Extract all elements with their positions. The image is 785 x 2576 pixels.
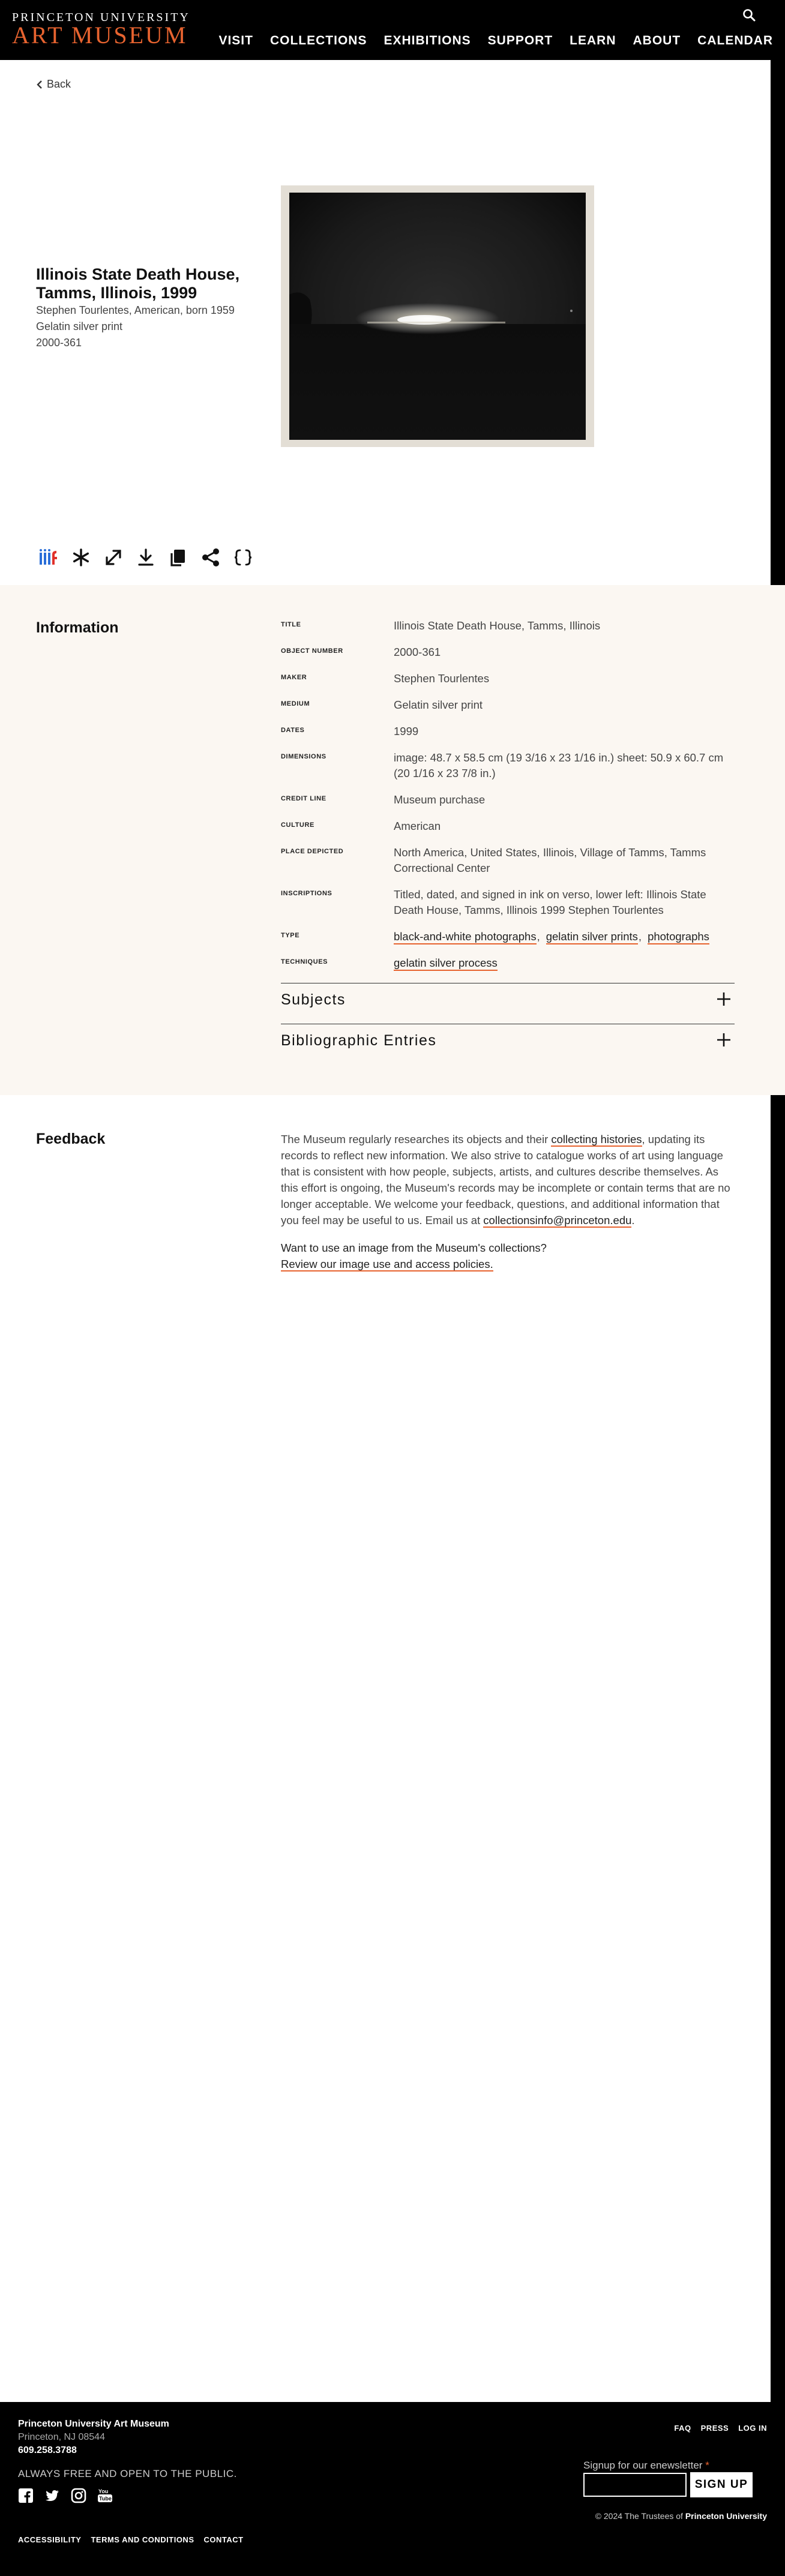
youtube-icon[interactable]	[97, 2488, 113, 2503]
type-tag-link[interactable]: black-and-white photographs	[394, 930, 537, 944]
plus-icon	[717, 992, 731, 1006]
bibliographic-entries-accordion[interactable]	[281, 1024, 735, 1064]
share-icon[interactable]	[200, 547, 221, 568]
info-label: MEDIUM	[281, 700, 310, 707]
plus-icon	[717, 1033, 731, 1047]
info-value: 2000-361	[394, 646, 441, 658]
info-label: INSCRIPTIONS	[281, 890, 332, 897]
info-label: MAKER	[281, 674, 307, 681]
info-row-medium	[281, 697, 735, 713]
logo-museum: ART MUSEUM	[12, 22, 188, 49]
nav-support[interactable]: SUPPORT	[487, 34, 553, 47]
info-label: DIMENSIONS	[281, 753, 326, 760]
nav-about[interactable]: ABOUT	[633, 34, 681, 47]
info-row-inscriptions	[281, 887, 735, 918]
footer-utility-links	[674, 2424, 767, 2433]
info-row-dates	[281, 724, 735, 739]
image-use-policies-link[interactable]: Review our image use and access policies.	[281, 1258, 493, 1270]
site-header	[0, 0, 785, 60]
social-links	[18, 2488, 113, 2503]
info-value: Illinois State Death House, Tamms, Illinois	[394, 619, 601, 632]
artwork-title: Illinois State Death House, Tamms, Illinois, 1999	[36, 265, 240, 302]
sign-up-button[interactable]: SIGN UP	[690, 2472, 753, 2497]
twitter-icon[interactable]	[44, 2488, 60, 2503]
info-value: 1999	[394, 725, 419, 737]
info-label: CREDIT LINE	[281, 795, 326, 802]
info-row-culture	[281, 818, 735, 834]
footer-address: Princeton, NJ 08544	[18, 2432, 105, 2442]
info-value: black-and-white photographs, gelatin silver prints, photographs	[394, 929, 735, 944]
info-value: Titled, dated, and signed in ink on verso, lower left: Illinois State Death House, Tamms, Illinois 1999 Stephen Tourlentes	[394, 888, 706, 916]
info-value: image: 48.7 x 58.5 cm (19 3/16 x 23 1/16 in.) sheet: 50.9 x 60.7 cm (20 1/16 x 23 7/8 in.)	[394, 751, 724, 779]
type-tag-link[interactable]: gelatin silver prints	[546, 930, 638, 944]
subjects-accordion[interactable]	[281, 983, 735, 1024]
asterisk-icon[interactable]	[71, 547, 91, 568]
search-icon[interactable]	[742, 8, 756, 22]
nav-calendar[interactable]: CALENDAR	[697, 34, 773, 47]
newsletter-label	[583, 2460, 709, 2472]
accordion-title: Subjects	[281, 991, 346, 1008]
info-label: TECHNIQUES	[281, 958, 328, 965]
back-label: Back	[47, 78, 71, 90]
facebook-icon[interactable]	[18, 2488, 34, 2503]
info-value: Museum purchase	[394, 793, 486, 806]
newsletter-label-text: Signup for our enewsletter	[583, 2460, 703, 2471]
accessibility-link[interactable]: ACCESSIBILITY	[18, 2535, 82, 2544]
info-label: TITLE	[281, 621, 301, 628]
download-icon[interactable]	[136, 547, 156, 568]
info-row-credit-line	[281, 792, 735, 808]
required-marker: *	[705, 2460, 709, 2471]
info-row-type	[281, 929, 735, 944]
nav-exhibitions[interactable]: EXHIBITIONS	[383, 34, 471, 47]
footer-museum-name: Princeton University Art Museum	[18, 2419, 169, 2429]
type-tag-link[interactable]: photographs	[648, 930, 709, 944]
information-table	[281, 618, 735, 982]
info-value: American	[394, 820, 441, 832]
email-link[interactable]: collectionsinfo@princeton.edu	[483, 1214, 632, 1226]
newsletter-email-input[interactable]	[583, 2473, 687, 2497]
terms-link[interactable]: TERMS AND CONDITIONS	[91, 2535, 194, 2544]
site-footer	[0, 2402, 785, 2576]
artwork-photograph[interactable]	[289, 193, 586, 440]
contact-link[interactable]: CONTACT	[203, 2535, 244, 2544]
info-label: OBJECT NUMBER	[281, 647, 343, 655]
iiif-icon[interactable]	[38, 547, 59, 568]
feedback-text-part: , updating its records to reflect new information. We also strive to catalogue works of art using language that is consistent with how people, subjects, artists, and cultures describe themselves. As this effort is ongoing, the Museum's records may be incomplete or contain terms that are no longer acceptable. We welcome your feedback, questions, and additional information that you feel may be useful to us. Email us at	[281, 1133, 730, 1226]
code-braces-icon[interactable]	[233, 547, 253, 568]
faq-link[interactable]: FAQ	[674, 2424, 691, 2433]
artwork-medium: Gelatin silver print	[36, 320, 123, 332]
image-tools	[38, 547, 253, 568]
image-use-cta	[281, 1240, 735, 1272]
log-in-link[interactable]: LOG IN	[738, 2424, 767, 2433]
instagram-icon[interactable]	[71, 2488, 86, 2503]
info-label: CULTURE	[281, 821, 314, 829]
accordion-title: Bibliographic Entries	[281, 1032, 437, 1049]
info-row-object-number	[281, 644, 735, 660]
technique-tag-link[interactable]: gelatin silver process	[394, 956, 498, 971]
princeton-university-link[interactable]: Princeton University	[685, 2511, 767, 2521]
nav-learn[interactable]: LEARN	[570, 34, 616, 47]
info-row-maker	[281, 671, 735, 686]
footer-free-admission: ALWAYS FREE AND OPEN TO THE PUBLIC.	[18, 2468, 237, 2479]
feedback-text-part: The Museum regularly researches its objects and their	[281, 1133, 552, 1145]
info-value: North America, United States, Illinois, Village of Tamms, Tamms Correctional Center	[394, 846, 706, 874]
nav-visit[interactable]: VISIT	[218, 34, 253, 47]
expand-icon[interactable]	[103, 547, 124, 568]
info-row-title	[281, 618, 735, 634]
artwork-object-number: 2000-361	[36, 337, 82, 349]
press-link[interactable]: PRESS	[700, 2424, 729, 2433]
chevron-left-icon	[36, 80, 43, 89]
artwork-meta	[36, 302, 235, 351]
footer-legal-links	[18, 2535, 244, 2544]
copyright-text: © 2024 The Trustees of	[595, 2511, 685, 2521]
copyright	[595, 2511, 767, 2521]
collecting-histories-link[interactable]: collecting histories	[551, 1133, 642, 1145]
info-value: Stephen Tourlentes	[394, 672, 490, 685]
museum-logo[interactable]	[12, 11, 190, 47]
info-value: Gelatin silver print	[394, 698, 483, 711]
info-label: DATES	[281, 727, 305, 734]
feedback-text	[281, 1131, 735, 1228]
artwork-image-frame[interactable]	[281, 185, 594, 447]
info-row-techniques	[281, 955, 735, 971]
feedback-heading: Feedback	[36, 1130, 106, 1147]
svg-text:Tube: Tube	[99, 2496, 112, 2502]
copy-icon[interactable]	[168, 547, 188, 568]
information-heading: Information	[36, 619, 119, 636]
feedback-panel	[0, 1095, 771, 2402]
logo-university: PRINCETON UNIVERSITY	[12, 11, 190, 24]
main-nav	[202, 33, 773, 49]
info-label: TYPE	[281, 932, 300, 939]
info-row-dimensions	[281, 750, 735, 781]
feedback-text-part: .	[631, 1214, 635, 1226]
artwork-maker: Stephen Tourlentes, American, born 1959	[36, 304, 235, 316]
footer-phone[interactable]: 609.258.3788	[18, 2445, 77, 2455]
info-row-place-depicted	[281, 845, 735, 876]
back-link[interactable]	[36, 78, 71, 91]
info-value	[394, 955, 735, 971]
svg-text:You: You	[98, 2488, 109, 2494]
info-label: PLACE DEPICTED	[281, 848, 344, 855]
image-use-question: Want to use an image from the Museum's collections?	[281, 1241, 547, 1254]
nav-collections[interactable]: COLLECTIONS	[269, 34, 367, 47]
